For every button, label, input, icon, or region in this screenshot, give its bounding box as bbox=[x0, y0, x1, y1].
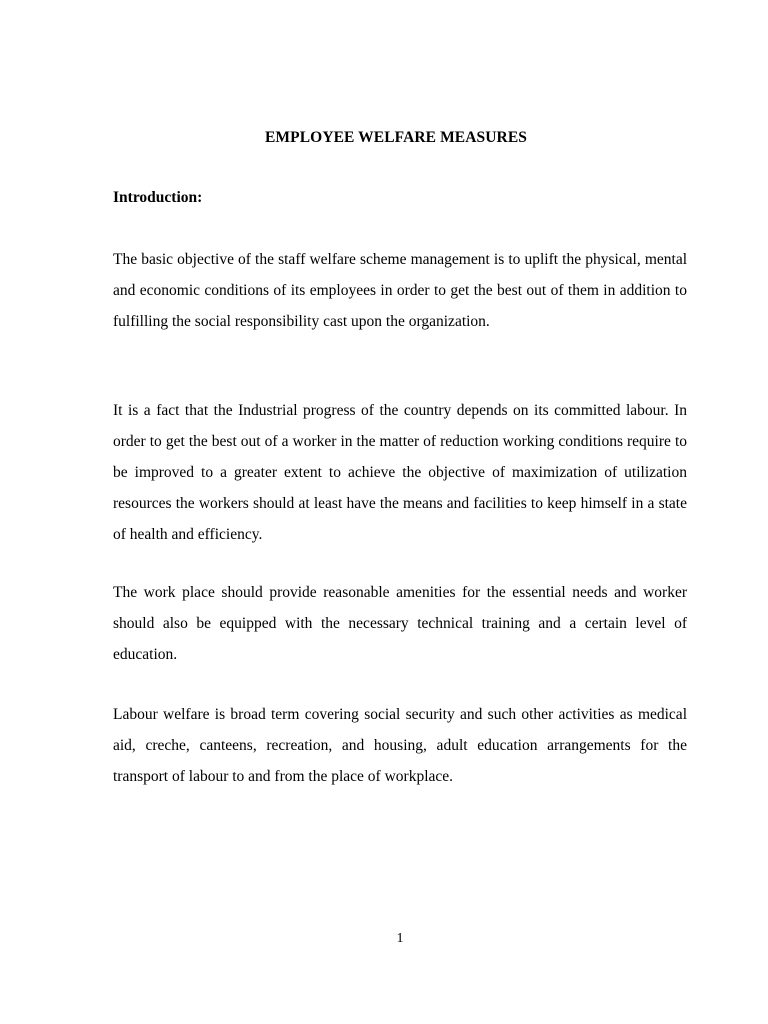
paragraph-1: The basic objective of the staff welfare scheme management is to uplift the physical, mental and economic conditions of its employees in order to get the best out of them in addition to fulfilling the social responsibility cast upon the organization. bbox=[113, 251, 687, 330]
paragraph-4: Labour welfare is broad term covering social security and such other activities as medical aid, creche, canteens, recreation, and housing, adult education arrangements for the transport of labour to and from the place of workplace. bbox=[113, 706, 687, 785]
paragraph-3: The work place should provide reasonable amenities for the essential needs and worker should also be equipped with the necessary technical training and a certain level of education. bbox=[113, 584, 687, 663]
section-heading: Introduction: bbox=[113, 189, 203, 206]
paragraph-2: It is a fact that the Industrial progress of the country depends on its committed labour. In order to get the best out of a worker in the matter of reduction working conditions require to be improved to a greater extent to achieve the objective of maximization of utilization resources the workers should at least have the means and facilities to keep himself in a state of health and efficiency. bbox=[113, 402, 687, 543]
page-number: 1 bbox=[396, 931, 404, 946]
document-title: EMPLOYEE WELFARE MEASURES bbox=[264, 129, 528, 146]
